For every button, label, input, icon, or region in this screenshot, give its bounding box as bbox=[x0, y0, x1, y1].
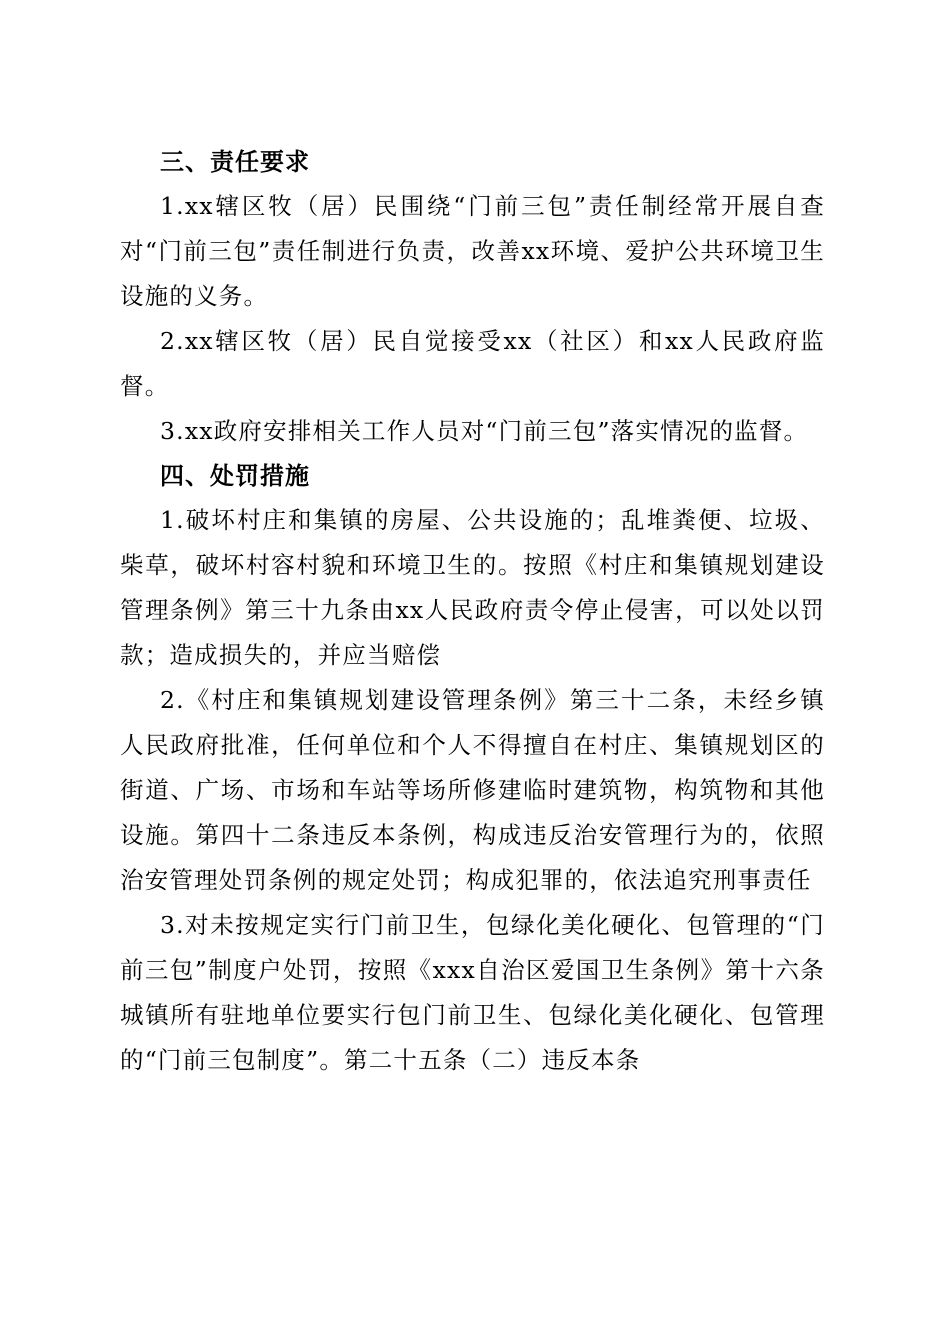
responsibility-item-1: 1.xx辖区牧（居）民围绕“门前三包”责任制经常开展自查对“门前三包”责任制进行负责，改善xx环境、爱护公共环境卫生设施的义务。 bbox=[120, 192, 825, 310]
responsibility-item-3: 3.xx政府安排相关工作人员对“门前三包”落实情况的监督。 bbox=[160, 417, 809, 445]
penalty-item-3: 3.对未按规定实行门前卫生，包绿化美化硬化、包管理的“门前三包”制度户处罚，按照《xxx自治区爱国卫生条例》第十六条城镇所有驻地单位要实行包门前卫生、包绿化美化硬化、包管理的“门前三包制度”。第二十五条（二）违反本条 bbox=[120, 911, 825, 1074]
document-body bbox=[120, 140, 825, 1083]
penalty-item-2: 2.《村庄和集镇规划建设管理条例》第三十二条，未经乡镇人民政府批准，任何单位和个人不得擅自在村庄、集镇规划区的街道、广场、市场和车站等场所修建临时建筑物，构筑物和其他设施。第四十二条违反本条例，构成违反治安管理行为的，依照治安管理处罚条例的规定处罚；构成犯罪的，依法追究刑事责任 bbox=[120, 686, 825, 894]
section-heading-penalties: 四、处罚措施 bbox=[160, 462, 310, 490]
penalty-item-1: 1.破坏村庄和集镇的房屋、公共设施的；乱堆粪便、垃圾、柴草，破坏村容村貌和环境卫生的。按照《村庄和集镇规划建设管理条例》第三十九条由xx人民政府责令停止侵害，可以处以罚款；造成损失的，并应当赔偿 bbox=[120, 506, 825, 669]
responsibility-item-2: 2.xx辖区牧（居）民自觉接受xx（社区）和xx人民政府监督。 bbox=[120, 327, 825, 400]
section-heading-responsibility: 三、责任要求 bbox=[160, 148, 310, 176]
